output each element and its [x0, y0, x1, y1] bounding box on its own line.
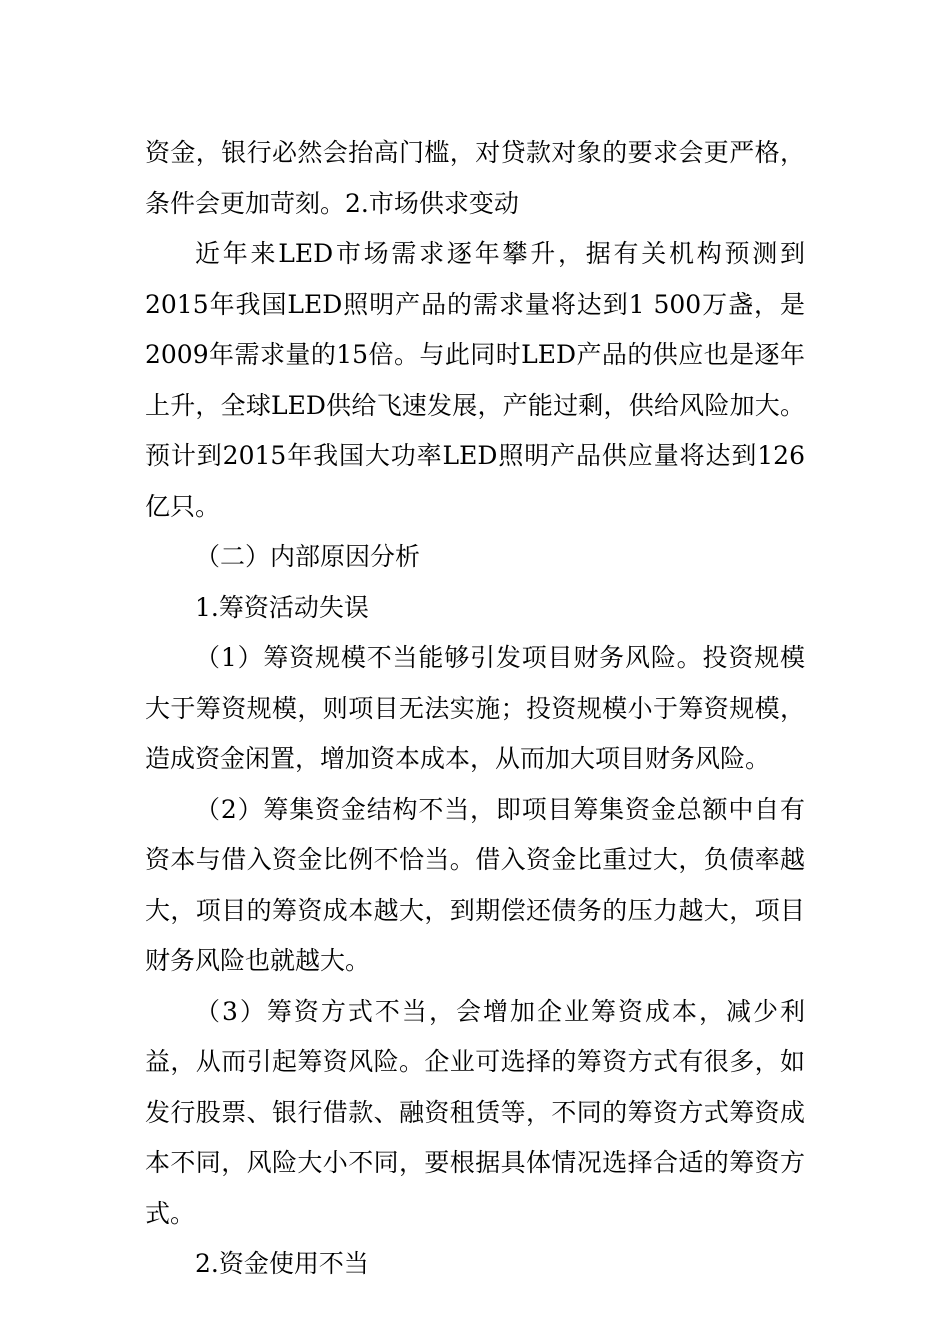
paragraph-market-demand: 近年来LED市场需求逐年攀升，据有关机构预测到2015年我国LED照明产品的需求量将达到1 500万盏，是2009年需求量的15倍。与此同时LED产品的供应也是逐年上升，全球LED供给飞速发展，产能过剩，供给风险加大。预计到2015年我国大功率LED照明产品供应量将达到126亿只。 — [145, 239, 805, 521]
document-body — [145, 128, 805, 1290]
subheading-improper-fund-use: 2.资金使用不当 — [195, 1249, 369, 1278]
subheading-financing-errors: 1.筹资活动失误 — [195, 592, 369, 622]
paragraph-financing-method: （3）筹资方式不当，会增加企业筹资成本，减少利益，从而引起筹资风险。企业可选择的筹资方式有很多，如发行股票、银行借款、融资租赁等，不同的筹资方式筹资成本不同，风险大小不同，要根据具体情况选择合适的筹资方式。 — [145, 996, 805, 1228]
paragraph-continuation: 资金，银行必然会抬高门槛，对贷款对象的要求会更严格，条件会更加苛刻。2.市场供求变动 — [145, 138, 805, 218]
paragraph-financing-scale: （1）筹资规模不当能够引发项目财务风险。投资规模大于筹资规模，则项目无法实施；投资规模小于筹资规模，造成资金闲置，增加资本成本，从而加大项目财务风险。 — [145, 643, 805, 773]
paragraph-capital-structure: （2）筹集资金结构不当，即项目筹集资金总额中自有资本与借入资金比例不恰当。借入资金比重过大，负债率越大，项目的筹资成本越大，到期偿还债务的压力越大，项目财务风险也就越大。 — [145, 794, 805, 975]
section-heading-internal-causes: （二）内部原因分析 — [195, 542, 421, 571]
